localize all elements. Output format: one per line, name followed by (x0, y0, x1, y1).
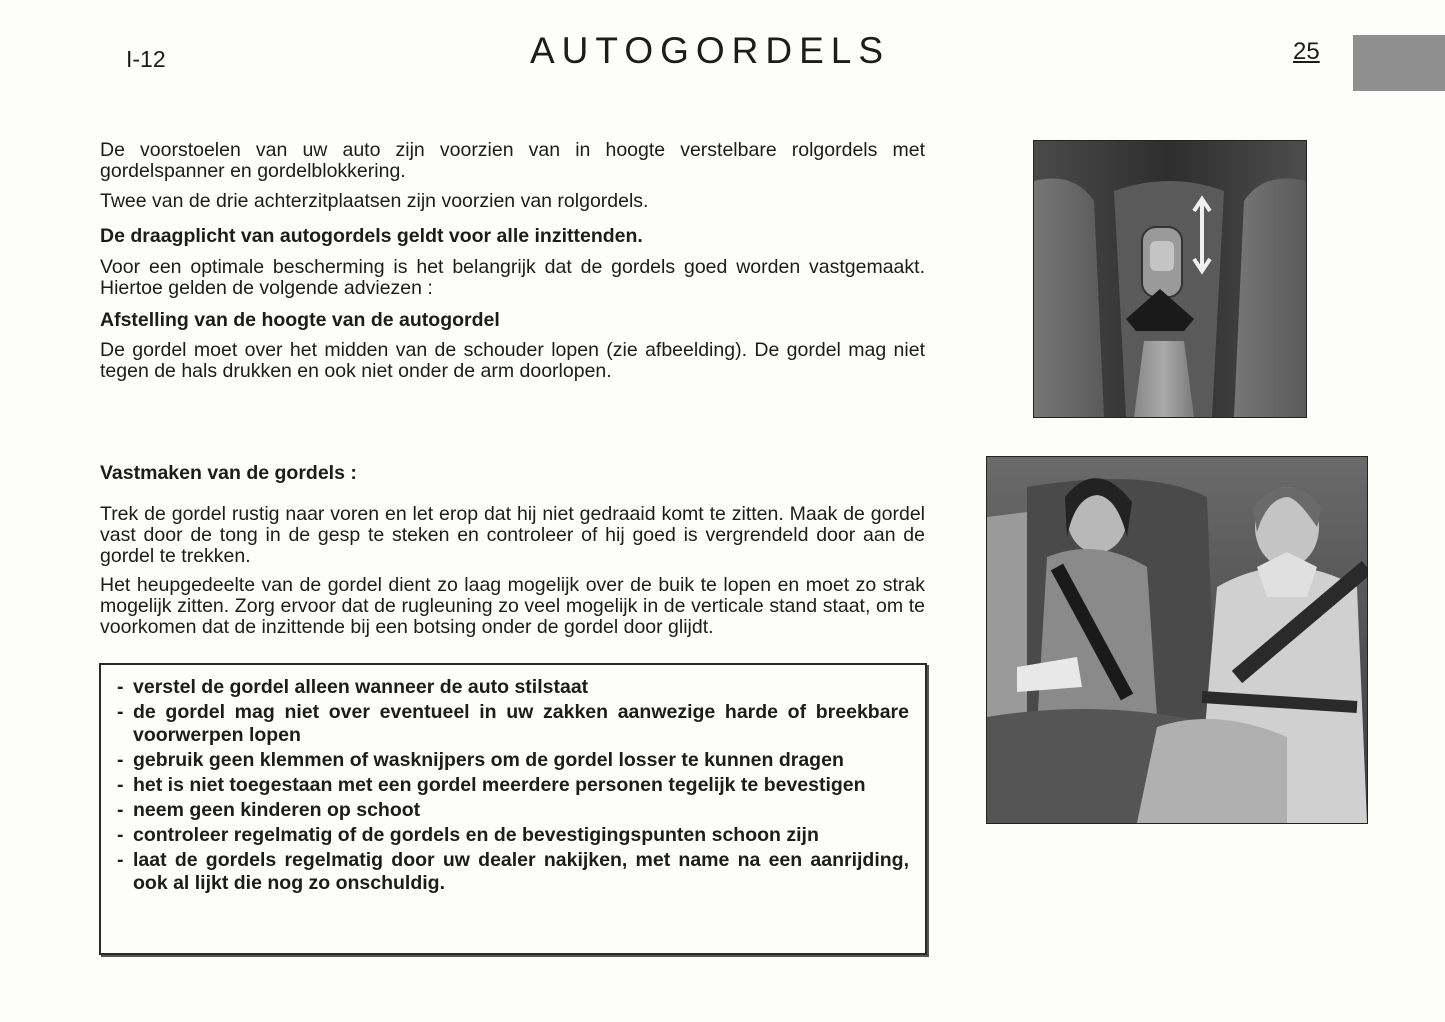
section-label: I-12 (126, 46, 166, 72)
warning-item: - het is niet toegestaan met een gordel meerdere personen tegelijk te bevestigen (117, 774, 909, 797)
warning-item: - de gordel mag niet over eventueel in uw zakken aanwezige harde of breekbare voorwerpen lopen (117, 701, 909, 747)
obligation-heading: De draagplicht van autogordels geldt voor alle inzittenden. (100, 225, 643, 247)
warning-item: - neem geen kinderen op schoot (117, 799, 909, 822)
page-title: AUTOGORDELS (530, 30, 891, 71)
fastening-paragraph: Het heupgedeelte van de gordel dient zo laag mogelijk over de buik te lopen en moet zo strak mogelijk zitten. Zorg ervoor dat de rugleuning zo veel mogelijk in de verticale stand staat, om te voorkomen dat de inzittende bij een botsing onder de gordel door glijdt. (100, 574, 925, 638)
belt-height-adjuster-illustration (1034, 141, 1306, 417)
intro-block (100, 140, 925, 382)
page-number: 25 (1293, 38, 1320, 65)
height-adjust-text: De gordel moet over het midden van de schouder lopen (zie afbeelding). De gordel mag niet tegen de hals drukken en ook niet onder de arm doorlopen. (100, 339, 925, 382)
intro-paragraph: Voor een optimale bescherming is het belangrijk dat de gordels goed worden vastgemaakt. Hiertoe gelden de volgende adviezen : (100, 256, 925, 299)
chapter-tab (1353, 35, 1445, 91)
fastening-paragraph: Trek de gordel rustig naar voren en let erop dat hij niet gedraaid komt te zitten. Maak de gordel vast door de tong in de gesp te steken en controleer of hij goed is vergrendeld door aan de gordel te trekken. (100, 503, 925, 567)
fastening-heading: Vastmaken van de gordels : (100, 462, 357, 484)
intro-paragraph: Twee van de drie achterzitplaatsen zijn voorzien van rolgordels. (100, 190, 649, 212)
fastening-block (100, 462, 925, 638)
warning-list (117, 676, 909, 895)
warning-box (99, 663, 927, 955)
passengers-seatbelt-illustration (987, 457, 1367, 823)
passengers-seatbelt-figure (986, 456, 1368, 824)
warning-item: - gebruik geen klemmen of wasknijpers om de gordel losser te kunnen dragen (117, 749, 909, 772)
intro-paragraph: De voorstoelen van uw auto zijn voorzien van in hoogte verstelbare rolgordels met gordelspanner en gordelblokkering. (100, 139, 925, 182)
warning-item: - laat de gordels regelmatig door uw dealer nakijken, met name na een aanrijding, ook al lijkt die nog zo onschuldig. (117, 849, 909, 895)
warning-item: - verstel de gordel alleen wanneer de auto stilstaat (117, 676, 909, 699)
height-adjust-heading: Afstelling van de hoogte van de autogordel (100, 309, 500, 331)
warning-item: - controleer regelmatig of de gordels en de bevestigingspunten schoon zijn (117, 824, 909, 847)
belt-height-adjuster-figure (1033, 140, 1307, 418)
